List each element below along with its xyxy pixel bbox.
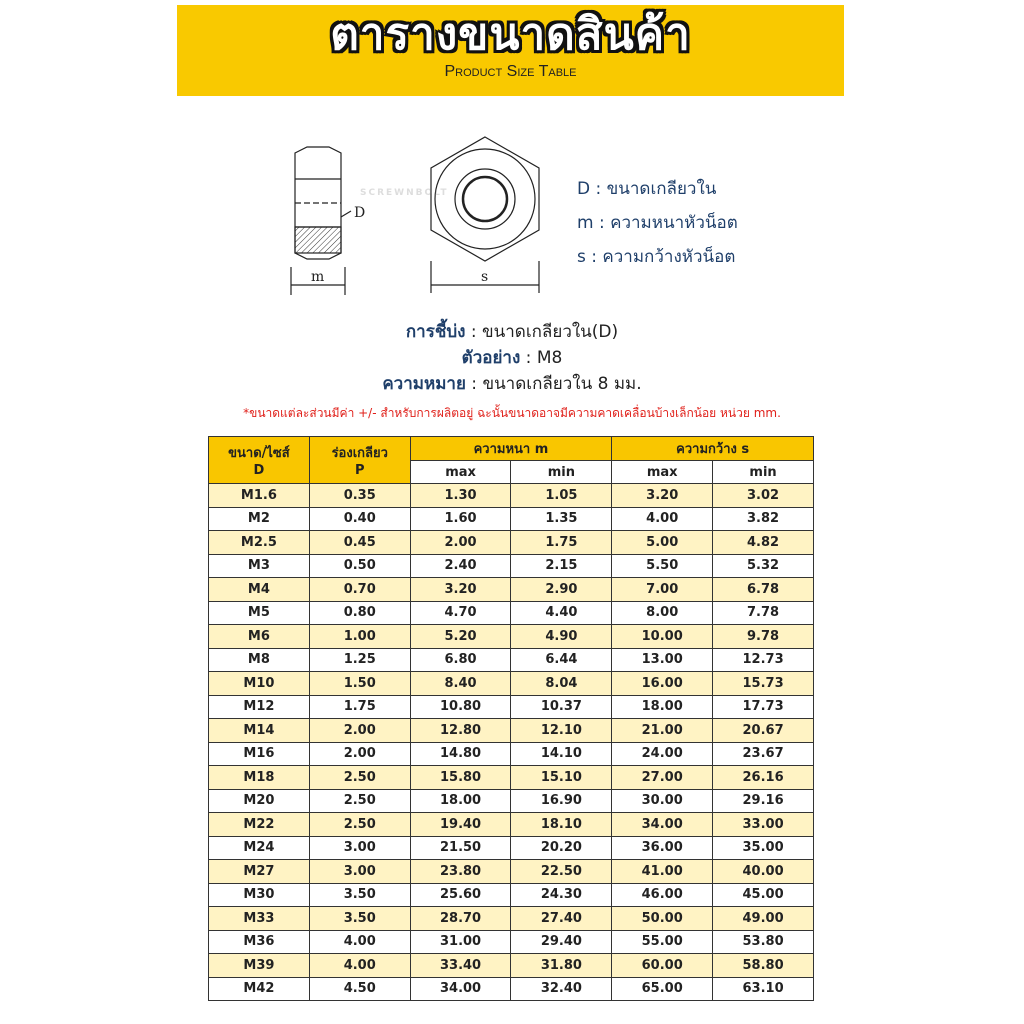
table-row	[209, 766, 814, 790]
cell-width-min: 12.73	[713, 648, 814, 672]
cell-thickness-min: 22.50	[511, 860, 612, 884]
cell-width-max: 60.00	[612, 954, 713, 978]
cell-width-min: 3.02	[713, 484, 814, 508]
cell-thickness-max: 23.80	[410, 860, 511, 884]
cell-width-min: 45.00	[713, 883, 814, 907]
cell-width-max: 18.00	[612, 695, 713, 719]
header-pitch-sub: P	[354, 463, 365, 478]
table-row	[209, 930, 814, 954]
cell-width-min: 58.80	[713, 954, 814, 978]
cell-width-min: 53.80	[713, 930, 814, 954]
header-size-sub: D	[253, 463, 265, 478]
cell-size: M4	[209, 578, 310, 602]
header-size-label: ขนาด/ไซส์	[228, 446, 290, 461]
cell-width-max: 5.00	[612, 531, 713, 555]
example-label: ตัวอย่าง	[461, 348, 521, 368]
cell-pitch: 0.70	[309, 578, 410, 602]
cell-size: M20	[209, 789, 310, 813]
cell-pitch: 3.00	[309, 836, 410, 860]
cell-pitch: 2.00	[309, 742, 410, 766]
cell-thickness-max: 15.80	[410, 766, 511, 790]
cell-width-max: 8.00	[612, 601, 713, 625]
cell-size: M33	[209, 907, 310, 931]
cell-thickness-min: 8.04	[511, 672, 612, 696]
cell-width-min: 3.82	[713, 507, 814, 531]
title-banner	[177, 5, 844, 96]
cell-thickness-max: 6.80	[410, 648, 511, 672]
cell-thickness-max: 2.40	[410, 554, 511, 578]
header-pitch-label: ร่องเกลียว	[331, 446, 388, 461]
header-size	[209, 437, 310, 484]
example-value: : M8	[520, 348, 563, 368]
cell-thickness-min: 27.40	[511, 907, 612, 931]
header-thickness: ความหนา m	[410, 437, 612, 461]
cell-thickness-min: 4.90	[511, 625, 612, 649]
cell-width-min: 23.67	[713, 742, 814, 766]
diagram-watermark: SCREWNBOLT	[360, 188, 449, 198]
cell-thickness-max: 28.70	[410, 907, 511, 931]
cell-width-max: 24.00	[612, 742, 713, 766]
cell-thickness-max: 12.80	[410, 719, 511, 743]
table-row	[209, 742, 814, 766]
cell-width-min: 15.73	[713, 672, 814, 696]
cell-pitch: 0.50	[309, 554, 410, 578]
cell-size: M8	[209, 648, 310, 672]
cell-width-max: 55.00	[612, 930, 713, 954]
cell-thickness-min: 31.80	[511, 954, 612, 978]
meaning-label: ความหมาย	[382, 374, 466, 394]
page-title: ตารางขนาดสินค้า	[330, 9, 691, 60]
cell-width-max: 16.00	[612, 672, 713, 696]
cell-width-max: 50.00	[612, 907, 713, 931]
cell-width-min: 17.73	[713, 695, 814, 719]
cell-thickness-min: 12.10	[511, 719, 612, 743]
cell-width-min: 9.78	[713, 625, 814, 649]
legend-m: m : ความหนาหัวน็อต	[577, 213, 738, 233]
dimension-legend	[577, 172, 738, 274]
cell-thickness-min: 29.40	[511, 930, 612, 954]
cell-thickness-max: 25.60	[410, 883, 511, 907]
header-thickness-min: min	[511, 461, 612, 484]
cell-width-min: 49.00	[713, 907, 814, 931]
cell-pitch: 2.50	[309, 813, 410, 837]
cell-thickness-max: 10.80	[410, 695, 511, 719]
cell-thickness-max: 1.60	[410, 507, 511, 531]
cell-width-max: 46.00	[612, 883, 713, 907]
cell-thickness-max: 19.40	[410, 813, 511, 837]
cell-pitch: 1.75	[309, 695, 410, 719]
cell-pitch: 0.40	[309, 507, 410, 531]
hex-nut-diagram	[255, 135, 565, 300]
table-row	[209, 531, 814, 555]
cell-size: M18	[209, 766, 310, 790]
cell-size: M3	[209, 554, 310, 578]
cell-width-max: 7.00	[612, 578, 713, 602]
cell-thickness-min: 2.90	[511, 578, 612, 602]
legend-d: D : ขนาดเกลียวใน	[577, 179, 717, 199]
identification-value: : ขนาดเกลียวใน(D)	[465, 322, 619, 342]
table-row	[209, 907, 814, 931]
cell-pitch: 1.50	[309, 672, 410, 696]
table-row	[209, 648, 814, 672]
cell-thickness-min: 24.30	[511, 883, 612, 907]
cell-pitch: 0.35	[309, 484, 410, 508]
table-row	[209, 695, 814, 719]
cell-pitch: 3.00	[309, 860, 410, 884]
cell-width-max: 34.00	[612, 813, 713, 837]
meaning-line	[0, 370, 1024, 397]
cell-thickness-max: 2.00	[410, 531, 511, 555]
cell-pitch: 3.50	[309, 907, 410, 931]
cell-size: M36	[209, 930, 310, 954]
cell-size: M5	[209, 601, 310, 625]
cell-pitch: 3.50	[309, 883, 410, 907]
cell-thickness-max: 14.80	[410, 742, 511, 766]
cell-size: M6	[209, 625, 310, 649]
cell-pitch: 1.00	[309, 625, 410, 649]
cell-thickness-min: 6.44	[511, 648, 612, 672]
cell-thickness-min: 1.35	[511, 507, 612, 531]
cell-size: M42	[209, 977, 310, 1001]
example-line	[0, 344, 1024, 371]
cell-thickness-max: 33.40	[410, 954, 511, 978]
cell-width-max: 41.00	[612, 860, 713, 884]
cell-thickness-min: 1.05	[511, 484, 612, 508]
meaning-value: : ขนาดเกลียวใน 8 มม.	[465, 374, 642, 394]
cell-width-min: 5.32	[713, 554, 814, 578]
cell-thickness-min: 16.90	[511, 789, 612, 813]
cell-size: M14	[209, 719, 310, 743]
size-table	[208, 436, 814, 1001]
identification-label: การชี้บ่ง	[405, 322, 466, 342]
table-row	[209, 813, 814, 837]
diagram-label-s: s	[481, 269, 489, 285]
cell-pitch: 0.45	[309, 531, 410, 555]
table-row	[209, 484, 814, 508]
table-row	[209, 883, 814, 907]
cell-size: M2	[209, 507, 310, 531]
table-row	[209, 578, 814, 602]
cell-width-min: 29.16	[713, 789, 814, 813]
header-width: ความกว้าง s	[612, 437, 814, 461]
table-row	[209, 625, 814, 649]
cell-thickness-min: 4.40	[511, 601, 612, 625]
cell-pitch: 2.50	[309, 766, 410, 790]
cell-thickness-max: 1.30	[410, 484, 511, 508]
cell-size: M39	[209, 954, 310, 978]
cell-size: M16	[209, 742, 310, 766]
cell-thickness-min: 14.10	[511, 742, 612, 766]
cell-width-min: 7.78	[713, 601, 814, 625]
header-thickness-max: max	[410, 461, 511, 484]
table-row	[209, 789, 814, 813]
tolerance-note: *ขนาดแต่ละส่วนมีค่า +/- สำหรับการผลิตอยู่ ฉะนั้นขนาดอาจมีความคาดเคลื่อนบ้างเล็กน้อย หน่วย mm.	[243, 406, 781, 420]
cell-width-max: 36.00	[612, 836, 713, 860]
cell-thickness-min: 1.75	[511, 531, 612, 555]
cell-size: M22	[209, 813, 310, 837]
table-row	[209, 719, 814, 743]
header-pitch	[309, 437, 410, 484]
header-width-min: min	[713, 461, 814, 484]
cell-thickness-max: 18.00	[410, 789, 511, 813]
legend-s: s : ความกว้างหัวน็อต	[577, 247, 736, 267]
cell-width-min: 20.67	[713, 719, 814, 743]
cell-thickness-min: 20.20	[511, 836, 612, 860]
cell-thickness-max: 31.00	[410, 930, 511, 954]
table-row	[209, 672, 814, 696]
cell-size: M24	[209, 836, 310, 860]
page-subtitle: Product Size Table	[444, 63, 577, 80]
cell-pitch: 2.00	[309, 719, 410, 743]
cell-width-max: 13.00	[612, 648, 713, 672]
header-width-max: max	[612, 461, 713, 484]
cell-thickness-max: 21.50	[410, 836, 511, 860]
cell-thickness-max: 3.20	[410, 578, 511, 602]
cell-thickness-max: 4.70	[410, 601, 511, 625]
cell-thickness-min: 10.37	[511, 695, 612, 719]
cell-size: M30	[209, 883, 310, 907]
diagram-label-d: D	[354, 205, 366, 221]
cell-thickness-max: 34.00	[410, 977, 511, 1001]
cell-thickness-min: 18.10	[511, 813, 612, 837]
cell-thickness-min: 32.40	[511, 977, 612, 1001]
cell-size: M12	[209, 695, 310, 719]
table-row	[209, 860, 814, 884]
cell-width-max: 30.00	[612, 789, 713, 813]
cell-width-max: 21.00	[612, 719, 713, 743]
cell-pitch: 0.80	[309, 601, 410, 625]
table-row	[209, 954, 814, 978]
table-row	[209, 836, 814, 860]
cell-size: M10	[209, 672, 310, 696]
cell-width-max: 3.20	[612, 484, 713, 508]
cell-pitch: 1.25	[309, 648, 410, 672]
cell-width-min: 63.10	[713, 977, 814, 1001]
cell-width-min: 40.00	[713, 860, 814, 884]
cell-pitch: 4.50	[309, 977, 410, 1001]
cell-thickness-min: 15.10	[511, 766, 612, 790]
cell-width-max: 27.00	[612, 766, 713, 790]
table-row	[209, 554, 814, 578]
cell-width-min: 35.00	[713, 836, 814, 860]
table-row	[209, 507, 814, 531]
cell-size: M2.5	[209, 531, 310, 555]
identification-line	[0, 318, 1024, 345]
cell-width-min: 4.82	[713, 531, 814, 555]
cell-thickness-min: 2.15	[511, 554, 612, 578]
cell-size: M1.6	[209, 484, 310, 508]
cell-thickness-max: 5.20	[410, 625, 511, 649]
cell-width-min: 33.00	[713, 813, 814, 837]
cell-width-max: 5.50	[612, 554, 713, 578]
diagram-label-m: m	[311, 269, 325, 285]
cell-width-max: 65.00	[612, 977, 713, 1001]
table-row	[209, 601, 814, 625]
cell-width-max: 10.00	[612, 625, 713, 649]
cell-width-min: 26.16	[713, 766, 814, 790]
cell-pitch: 4.00	[309, 930, 410, 954]
cell-width-min: 6.78	[713, 578, 814, 602]
table-row	[209, 977, 814, 1001]
cell-pitch: 2.50	[309, 789, 410, 813]
cell-size: M27	[209, 860, 310, 884]
cell-thickness-max: 8.40	[410, 672, 511, 696]
cell-pitch: 4.00	[309, 954, 410, 978]
cell-width-max: 4.00	[612, 507, 713, 531]
